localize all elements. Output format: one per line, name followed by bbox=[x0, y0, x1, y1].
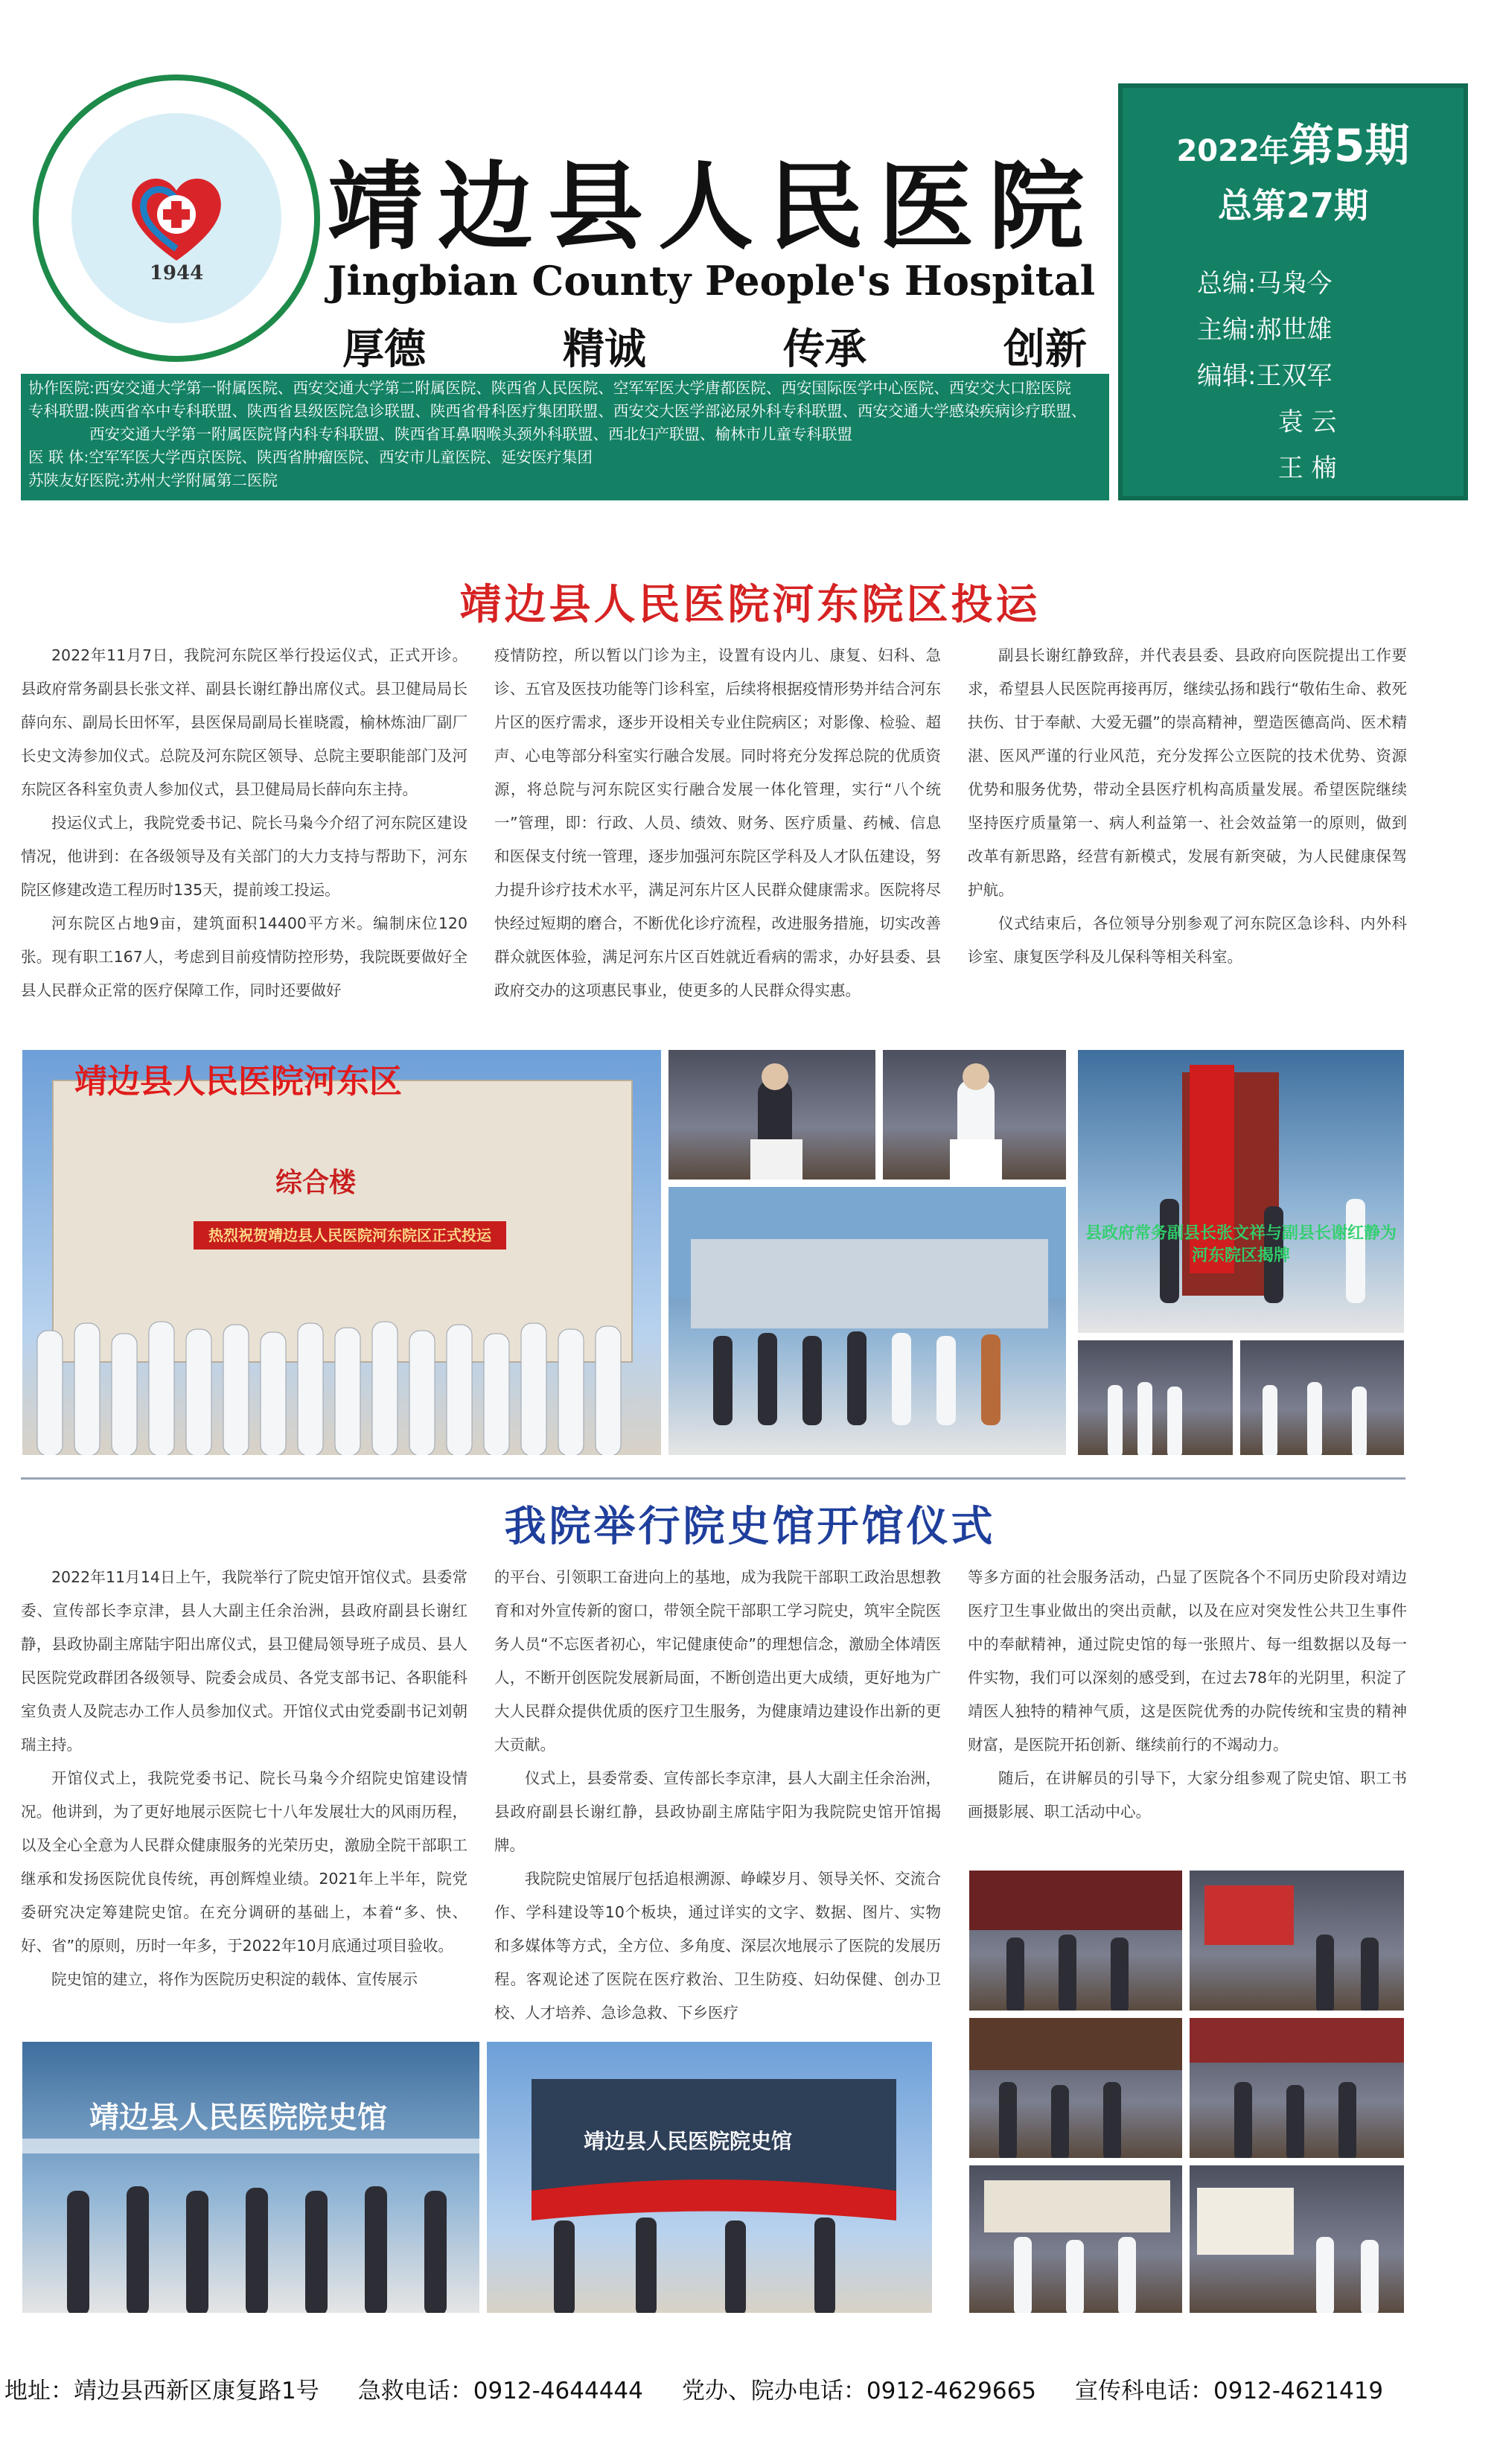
footer-emergency-phone: 急救电话：0912-4644444 bbox=[357, 2377, 643, 2404]
masthead-motto bbox=[342, 316, 1087, 376]
photo-museum-visit-5 bbox=[968, 2164, 1184, 2314]
heart-cross-icon bbox=[124, 165, 229, 271]
motto-word: 精诚 bbox=[563, 325, 646, 374]
article2-column-3: 等多方面的社会服务活动，凸显了医院各个不同历史阶段对靖边医疗卫生事业做出的突出贡献，以及在应对突发性公共卫生事件中的奉献精神，通过院史馆的每一张照片、每一组数据以及每一件实物，我们可以深刻的感受到，在过去78年的光阴里，积淀了靖医人独特的精神气质，这是医院优秀的办院传统和宝贵的精神财富，是医院开拓创新、继续前行的不竭动力。 随后，在讲解员的引导下，大家分组参观了院史馆、职工书画摄影展、职工活动中心。 bbox=[968, 1568, 1407, 1821]
editor-chief: 总编:马枭今 bbox=[1197, 269, 1333, 299]
article2-column-1: 2022年11月14日上午，我院举行了院史馆开馆仪式。县委常委、宣传部长李京津，县人大副主任余治洲，县政府副县长谢红静，县政协副主席陆宇阳出席仪式，县卫健局领导班子成员、县人民医院党政群团各级领导、院委会成员、各党支部书记、各职能科室负责人及院志办工作人员参加仪式。开馆仪式由党委副书记刘朝瑞主持。 开馆仪式上，我院党委书记、院长马枭今介绍院史馆建设情况。他讲到，为了更好地展示医院七十八年发展壮大的风雨历程，以及全心全意为人民群众健康服务的光荣历史，激励全院干部职工继承和发扬医院优良传统，再创辉煌业绩。2021年上半年，院党委研究决定筹建院史馆。在充分调研的基础上，本着“多、快、好、省”的原则，历时一年多，于2022年10月底通过项目验收。 院史馆的建立，将作为医院历史积淀的载体、宣传展示 bbox=[21, 1568, 467, 1988]
footer-office-phone: 党办、院办电话：0912-4629665 bbox=[681, 2377, 1037, 2404]
article1-column-2: 疫情防控，所以暂以门诊为主，设置有设内儿、康复、妇科、急诊、五官及医技功能等门诊科室，后续将根据疫情形势并结合河东片区的医疗需求，逐步开设相关专业住院病区；对影像、检验、超声、心电等部分科室实行融合发展。同时将充分发挥总院的优质资源，将总院与河东院区实行融合发展一体化管理，实行“八个统一”管理，即：行政、人员、绩效、财务、医疗质量、药械、信息和医保支付统一管理，逐步加强河东院区学科及人才队伍建设，努力提升诊疗技术水平，满足河东片区人民群众健康需求。医院将尽快经过短期的磨合，不断优化诊疗流程，改进服务措施，切实改善群众就医体验，满足河东片区百姓就近看病的需求，办好县委、县政府交办的这项惠民事业，使更多的人民群众得实惠。 bbox=[494, 646, 941, 999]
motto-word: 厚德 bbox=[342, 325, 426, 374]
article1-column-1: 2022年11月7日，我院河东院区举行投运仪式，正式开诊。县政府常务副县长张文祥、副县长谢红静出席仪式。县卫健局局长薛向东、副局长田怀军，县医保局副局长崔晓霞，榆林炼油厂副厂长史文涛参加仪式。总院及河东院区领导、总院主要职能部门及河东院区各科室负责人参加仪式，县卫健局局长薛向东主持。 投运仪式上，我院党委书记、院长马枭今介绍了河东院区建设情况，他讲到：在各级领导及有关部门的大力支持与帮助下，河东院区修建改造工程历时135天，提前竣工投运。 河东院区占地9亩，建筑面积14400平方米。编制床位120张。现有职工167人，考虑到目前疫情防控形势，我院既要做好全县人民群众正常的医疗保障工作，同时还要做好 bbox=[21, 646, 467, 999]
section-divider bbox=[21, 1477, 1405, 1480]
coop-line: 协作医院:西安交通大学第一附属医院、西安交通大学第二附属医院、陕西省人民医院、空军军医大学唐都医院、西安国际医学中心医院、西安交大口腔医院 bbox=[28, 379, 1071, 397]
editor-list bbox=[1197, 261, 1337, 491]
photo-museum-visit-3 bbox=[968, 2016, 1184, 2159]
photo-museum-visit-2 bbox=[1188, 1869, 1405, 2012]
coop-line: 医 联 体:空军军医大学西京医院、陕西省肿瘤医院、西安市儿童医院、延安医疗集团 bbox=[28, 448, 593, 466]
museum-sign: 靖边县人民医院院史馆 bbox=[89, 2100, 387, 2135]
footer-publicity-phone: 宣传科电话：0912-4621419 bbox=[1075, 2377, 1384, 2404]
article2-column-2: 的平台、引领职工奋进向上的基地，成为我院干部职工政治思想教育和对外宣传新的窗口，带领全院干部职工学习院史，筑牢全院医务人员“不忘医者初心，牢记健康使命”的理想信念，激励全体靖医人，不断开创医院发展新局面，不断创造出更大成绩，更好地为广大人民群众提供优质的医疗卫生服务，为健康靖边建设作出新的更大贡献。 仪式上，县委常委、宣传部长李京津，县人大副主任余治洲，县政府副县长谢红静，县政协副主席陆宇阳为我院院史馆开馆揭牌。 我院院史馆展厅包括追根溯源、峥嵘岁月、领导关怀、交流合作、学科建设等10个板块，通过详实的文字、数据、图片、实物和多媒体等方式，全方位、多角度、深层次地展示了医院的发展历程。客观论述了医院在医疗救治、卫生防疫、妇幼保健、创办卫校、人才培养、急诊急救、下乡医疗 bbox=[494, 1568, 941, 2022]
footer-address: 地址：靖边县西新区康复路1号 bbox=[4, 2377, 319, 2404]
photo-speech-1 bbox=[667, 1048, 877, 1181]
masthead-english-title: Jingbian County People's Hospital bbox=[328, 257, 1096, 305]
editor-staff: 编辑:王双军 bbox=[1197, 361, 1333, 391]
photo-museum-unveiling bbox=[485, 2040, 933, 2314]
photo-visit-2 bbox=[1239, 1339, 1405, 1457]
photo-museum-ceremony bbox=[21, 2040, 481, 2314]
photo-visit-1 bbox=[1076, 1339, 1234, 1457]
footer-contact-bar bbox=[0, 2362, 1500, 2414]
coop-line: 专科联盟:陕西省卒中专科联盟、陕西省县级医院急诊联盟、陕西省骨科医疗集团联盟、西安交大医学部泌尿外科专科联盟、西安交通大学感染疾病诊疗联盟、 bbox=[28, 402, 1087, 420]
staff-crowd bbox=[22, 1301, 661, 1455]
cooperation-banner bbox=[21, 374, 1109, 500]
editor-staff: 王 楠 bbox=[1277, 453, 1337, 483]
building-entrance-sign: 综合楼 bbox=[275, 1167, 357, 1198]
photo-opening-ceremony bbox=[667, 1185, 1067, 1457]
museum-gate-sign: 靖边县人民医院院史馆 bbox=[584, 2129, 793, 2153]
photo-museum-visit-6 bbox=[1188, 2164, 1405, 2314]
logo-emblem bbox=[71, 113, 281, 323]
welcome-banner: 热烈祝贺靖边县人民医院河东院区正式投运 bbox=[194, 1221, 506, 1249]
unveiling-caption: 县政府常务副县长张文祥与副县长谢红静为河东院区揭牌 bbox=[1085, 1224, 1397, 1265]
building-sign: 靖边县人民医院河东区 bbox=[74, 1063, 402, 1101]
photo-hedong-campus-building bbox=[21, 1048, 663, 1457]
issue-number: 2022年第5期 bbox=[1176, 120, 1410, 172]
photo-museum-visit-1 bbox=[968, 1869, 1184, 2012]
editor-main: 主编:郝世雄 bbox=[1197, 315, 1333, 345]
editor-staff: 袁 云 bbox=[1277, 407, 1337, 437]
total-issue-number: 总第27期 bbox=[1217, 185, 1368, 226]
article2-headline: 我院举行院史馆开馆仪式 bbox=[504, 1503, 996, 1551]
masthead-title: 靖边县人民医院 bbox=[328, 151, 1100, 263]
article1-column-3: 副县长谢红静致辞，并代表县委、县政府向医院提出工作要求，希望县人民医院再接再厉，继续弘扬和践行“敬佑生命、救死扶伤、甘于奉献、大爱无疆”的崇高精神，塑造医德高尚、医术精湛、医风严谨的行业风范，充分发挥公立医院的技术优势、资源优势和服务优势，带动全县医疗机构高质量发展。希望医院继续坚持医疗质量第一、病人利益第一、社会效益第一的原则，做到改革有新思路，经营有新模式，发展有新突破，为人民健康保驾护航。 仪式结束后，各位领导分别参观了河东院区急诊科、内外科诊室、康复医学科及儿保科等相关科室。 bbox=[968, 646, 1407, 966]
motto-word: 创新 bbox=[1003, 325, 1087, 374]
hospital-logo bbox=[33, 74, 320, 362]
coop-line: 西安交通大学第一附属医院肾内科专科联盟、陕西省耳鼻咽喉头颈外科联盟、西北妇产联盟、榆林市儿童专科联盟 bbox=[28, 425, 852, 443]
article1-headline: 靖边县人民医院河东院区投运 bbox=[459, 581, 1041, 629]
photo-unveiling-plaque bbox=[1076, 1048, 1405, 1334]
coop-line: 苏陕友好医院:苏州大学附属第二医院 bbox=[28, 471, 278, 489]
photo-speech-2 bbox=[881, 1048, 1067, 1181]
photo-museum-visit-4 bbox=[1188, 2016, 1405, 2159]
logo-year: 1944 bbox=[149, 262, 204, 284]
motto-word: 传承 bbox=[783, 325, 867, 374]
issue-info-box bbox=[1118, 83, 1468, 500]
